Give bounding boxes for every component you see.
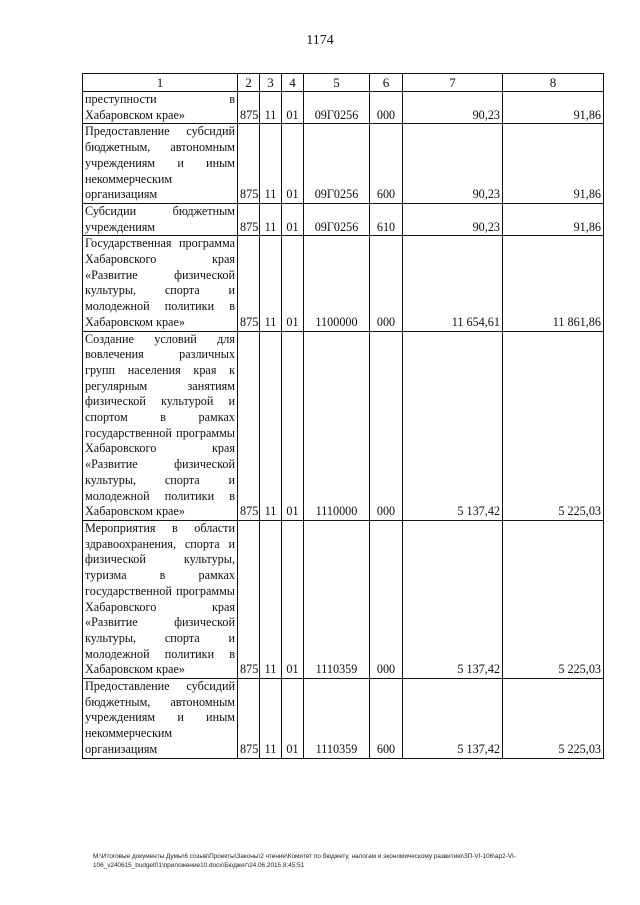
cell-target-article: 09Г0256 (304, 92, 370, 124)
cell-section: 11 (260, 679, 282, 759)
table-row (83, 203, 604, 235)
row-name: Мероприятия в области здравоохранения, спорта и физической культуры, туризма в рамках государственной программы Хабаровского края «Развитие физической культуры, спорта и молодежной политики в Хабаровском крае» (83, 520, 238, 678)
column-header: 4 (282, 74, 304, 92)
cell-ministry: 875 (238, 124, 260, 204)
cell-expense-type: 000 (370, 236, 403, 331)
cell-amount-1: 90,23 (403, 203, 503, 235)
cell-target-article: 1100000 (304, 236, 370, 331)
cell-expense-type: 600 (370, 124, 403, 204)
column-header: 5 (304, 74, 370, 92)
cell-subsection: 01 (282, 236, 304, 331)
cell-section: 11 (260, 236, 282, 331)
table-row (83, 92, 604, 124)
cell-amount-1: 5 137,42 (403, 520, 503, 678)
cell-target-article: 1110000 (304, 331, 370, 520)
row-name: преступности в Хабаровском крае» (83, 92, 238, 124)
page-number: 1174 (306, 33, 334, 48)
cell-amount-2: 11 861,86 (503, 236, 604, 331)
cell-expense-type: 000 (370, 92, 403, 124)
cell-amount-2: 91,86 (503, 92, 604, 124)
cell-subsection: 01 (282, 331, 304, 520)
cell-target-article: 1110359 (304, 679, 370, 759)
table-header-row (83, 74, 604, 92)
cell-subsection: 01 (282, 203, 304, 235)
cell-amount-1: 90,23 (403, 124, 503, 204)
cell-section: 11 (260, 124, 282, 204)
cell-amount-1: 90,23 (403, 92, 503, 124)
table-row (83, 124, 604, 204)
column-header: 6 (370, 74, 403, 92)
cell-ministry: 875 (238, 331, 260, 520)
cell-amount-1: 11 654,61 (403, 236, 503, 331)
cell-amount-2: 91,86 (503, 124, 604, 204)
cell-target-article: 09Г0256 (304, 203, 370, 235)
cell-amount-1: 5 137,42 (403, 679, 503, 759)
cell-target-article: 09Г0256 (304, 124, 370, 204)
cell-amount-2: 91,86 (503, 203, 604, 235)
row-name: Создание условий для вовлечения различных групп населения края к регулярным занятиям физической культурой и спортом в рамках государственной программы Хабаровского края «Развитие физической культуры, спорта и молодежной политики в Хабаровском крае» (83, 331, 238, 520)
column-header: 7 (403, 74, 503, 92)
cell-subsection: 01 (282, 92, 304, 124)
row-name: Предоставление субсидий бюджетным, автономным учреждениям и иным некоммерческим организациям (83, 124, 238, 204)
cell-ministry: 875 (238, 520, 260, 678)
cell-section: 11 (260, 331, 282, 520)
column-header: 2 (238, 74, 260, 92)
table-row (83, 236, 604, 331)
cell-ministry: 875 (238, 92, 260, 124)
cell-expense-type: 000 (370, 520, 403, 678)
cell-subsection: 01 (282, 679, 304, 759)
file-path-footer: M:\Итоговые документы Думы\6 созыв\Проекты\Законы\2 чтение\Комитет по бюджету, налогам и экономическому развитию\ЗП-VI-106\ар2-VI-106_v240615_budget01\приложение10.docx\Бюджет\24.06.2015 8:45:51 (93, 853, 516, 869)
column-header: 3 (260, 74, 282, 92)
cell-ministry: 875 (238, 679, 260, 759)
table-row (83, 520, 604, 678)
row-name: Предоставление субсидий бюджетным, автономным учреждениям и иным некоммерческим организациям (83, 679, 238, 759)
budget-table (82, 73, 604, 759)
row-name: Государственная программа Хабаровского края «Развитие физической культуры, спорта и молодежной политики в Хабаровском крае» (83, 236, 238, 331)
cell-amount-2: 5 225,03 (503, 520, 604, 678)
table-row (83, 679, 604, 759)
cell-section: 11 (260, 203, 282, 235)
column-header: 8 (503, 74, 604, 92)
cell-expense-type: 610 (370, 203, 403, 235)
cell-target-article: 1110359 (304, 520, 370, 678)
cell-expense-type: 000 (370, 331, 403, 520)
cell-ministry: 875 (238, 203, 260, 235)
cell-subsection: 01 (282, 520, 304, 678)
cell-section: 11 (260, 92, 282, 124)
cell-section: 11 (260, 520, 282, 678)
cell-amount-2: 5 225,03 (503, 679, 604, 759)
column-header: 1 (83, 74, 238, 92)
cell-amount-1: 5 137,42 (403, 331, 503, 520)
row-name: Субсидии бюджетным учреждениям (83, 203, 238, 235)
cell-ministry: 875 (238, 236, 260, 331)
cell-subsection: 01 (282, 124, 304, 204)
table-row (83, 331, 604, 520)
cell-expense-type: 600 (370, 679, 403, 759)
cell-amount-2: 5 225,03 (503, 331, 604, 520)
